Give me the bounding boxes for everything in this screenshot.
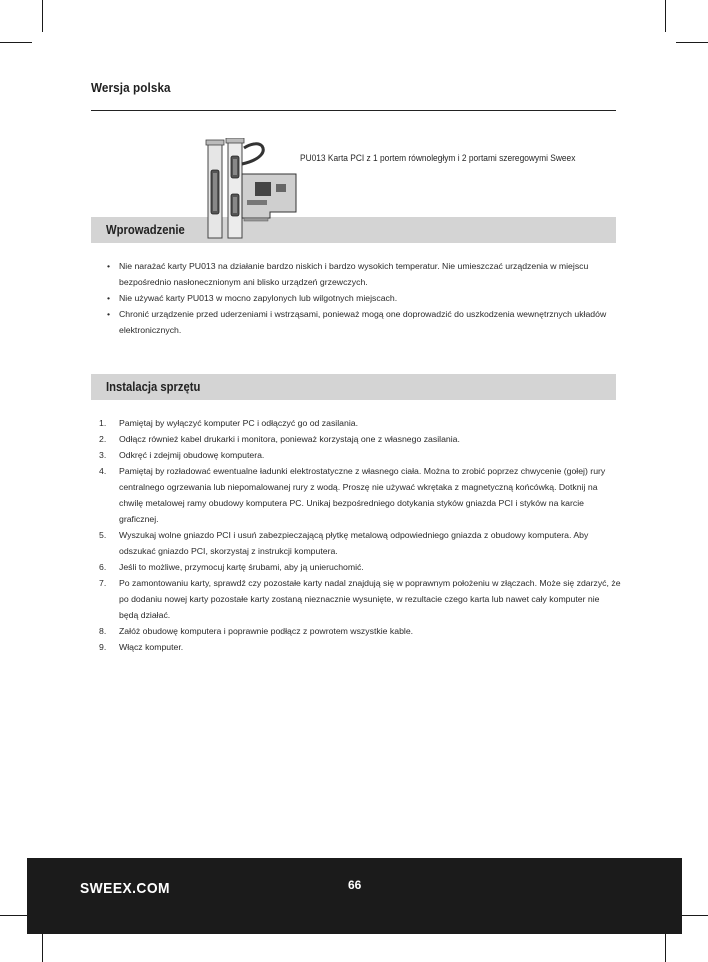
list-item: 3. Odkręć i zdejmij obudowę komputera. xyxy=(99,450,265,460)
section-heading-intro-label: Wprowadzenie xyxy=(106,223,185,237)
list-item: 4. Pamiętaj by rozładować ewentualne ładunki elektrostatyczne z własnego ciała. Można to zrobić poprzez chwycenie (gołej) rury centralnego ogrzewania lub niepomalowanej rury z wodą. Proszę nie używać wkrętaka z magnetyczną końcówką. Dotknij na chwilę metalowej ramy obudowy komputera PC. Unikaj bezpośredniego dotykania styków gniazda PCI i styków na karcie graficznej. xyxy=(99,466,606,524)
crop-mark xyxy=(42,930,43,962)
crop-mark xyxy=(0,42,32,43)
section-heading-install xyxy=(91,374,616,400)
list-item: 9. Włącz komputer. xyxy=(99,642,184,652)
list-item: 8. Załóż obudowę komputera i poprawnie podłącz z powrotem wszystkie kable. xyxy=(99,626,414,636)
list-item: 5. Wyszukaj wolne gniazdo PCI i usuń zabezpieczającą płytkę metalową odpowiedniego gniazda z obudowy komputera. Aby odszukać gniazdo PCI, skorzystaj z instrukcji komputera. xyxy=(99,530,589,556)
footer-brand-link[interactable]: SWEEX.COM xyxy=(80,880,171,897)
page-number: 66 xyxy=(348,878,362,892)
page-footer xyxy=(27,858,682,934)
section-heading-intro xyxy=(91,217,616,243)
list-item: • Nie narażać karty PU013 na działanie bardzo niskich i bardzo wysokich temperatur. Nie umieszczać urządzenia w miejscu bezpośrednio nasłonecznionym ani blisko urządzeń grzewczych. xyxy=(107,261,589,287)
pci-card-image xyxy=(200,138,300,242)
install-steps-list xyxy=(99,415,621,655)
page-title: Wersja polska xyxy=(91,80,171,95)
crop-mark xyxy=(665,0,666,32)
crop-mark xyxy=(665,930,666,962)
list-item: 7. Po zamontowaniu karty, sprawdź czy pozostałe karty nadal znajdują się w poprawnym położeniu w złączach. Może się zdarzyć, że po dodaniu nowej karty pozostałe karty zostaną nieznacznie wysunięte, w rezultacie czego karta lub nawet cały komputer nie będą działać. xyxy=(99,578,621,620)
list-item: 2. Odłącz również kabel drukarki i monitora, ponieważ korzystają one z własnego zasilania. xyxy=(99,434,460,444)
list-item: 6. Jeśli to możliwe, przymocuj kartę śrubami, aby ją unieruchomić. xyxy=(99,562,364,572)
list-item: • Chronić urządzenie przed uderzeniami i wstrząsami, ponieważ mogą one doprowadzić do uszkodzenia wewnętrznych układów elektronicznych. xyxy=(107,309,607,335)
list-item: • Nie używać karty PU013 w mocno zapylonych lub wilgotnych miejscach. xyxy=(107,293,398,303)
header-divider xyxy=(91,110,616,111)
crop-mark xyxy=(42,0,43,32)
list-item: 1. Pamiętaj by wyłączyć komputer PC i odłączyć go od zasilania. xyxy=(99,418,359,428)
intro-bullet-list xyxy=(106,258,621,338)
section-heading-install-label: Instalacja sprzętu xyxy=(106,380,201,394)
crop-mark xyxy=(676,42,708,43)
product-caption: PU013 Karta PCI z 1 portem równoległym i 2 portami szeregowymi Sweex xyxy=(300,153,576,163)
